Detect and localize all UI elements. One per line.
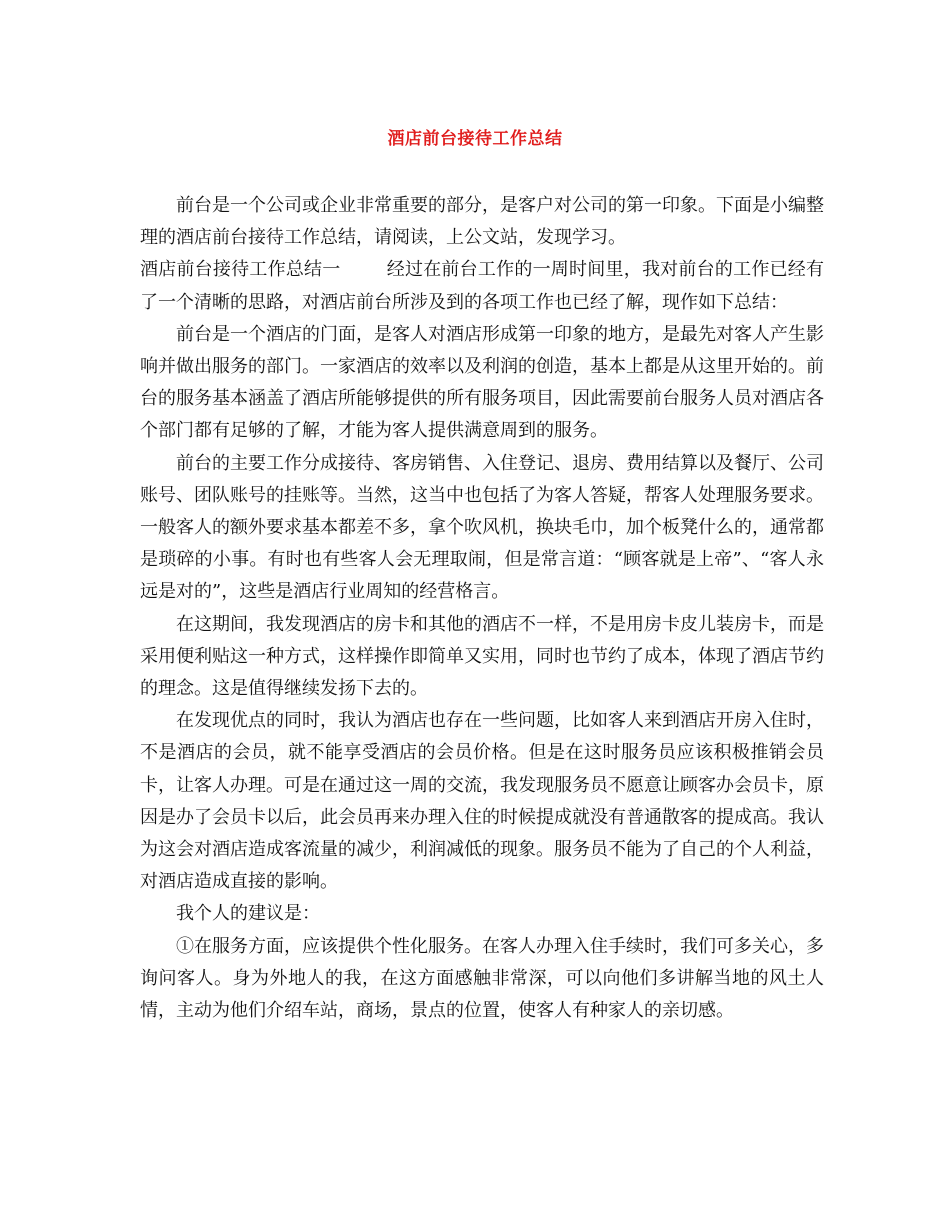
body-paragraph: 我个人的建议是： (176, 903, 320, 925)
intro-paragraph: 前台是一个公司或企业非常重要的部分，是客户对公司的第一印象。下面是小编整理的酒店前台接待工作总结，请阅读，上公文站，发现学习。 (140, 195, 824, 249)
body-paragraph: 在这期间，我发现酒店的房卡和其他的酒店不一样，不是用房卡皮儿装房卡，而是采用便利贴这一种方式，这样操作即简单又实用，同时也节约了成本，体现了酒店节约的理念。这是值得继续发扬下去的。 (140, 613, 824, 700)
section-paragraph (140, 254, 824, 318)
section-lead: 经过在前台工作的一周时间里，我对前台的工作已经有了一个清晰的思路，对酒店前台所涉及到的各项工作也已经了解，现作如下总结： (140, 259, 824, 313)
body-paragraph: ①在服务方面，应该提供个性化服务。在客人办理入住手续时，我们可多关心，多询问客人。身为外地人的我，在这方面感触非常深，可以向他们多讲解当地的风土人情，主动为他们介绍车站，商场，景点的位置，使客人有种家人的亲切感。 (140, 935, 824, 1022)
body-paragraph: 在发现优点的同时，我认为酒店也存在一些问题，比如客人来到酒店开房入住时，不是酒店的会员，就不能享受酒店的会员价格。但是在这时服务员应该积极推销会员卡，让客人办理。可是在通过这一周的交流，我发现服务员不愿意让顾客办会员卡，原因是办了会员卡以后，此会员再来办理入住的时候提成就没有普通散客的提成高。我认为这会对酒店造成客流量的减少，利润减低的现象。服务员不能为了自己的个人利益，对酒店造成直接的影响。 (140, 710, 824, 893)
section-heading: 酒店前台接待工作总结一 (140, 259, 341, 281)
document-body (140, 190, 824, 1027)
document-title: 酒店前台接待工作总结 (387, 129, 563, 149)
body-paragraph: 前台的主要工作分成接待、客房销售、入住登记、退房、费用结算以及餐厅、公司账号、团队账号的挂账等。当然，这当中也包括了为客人答疑，帮客人处理服务要求。一般客人的额外要求基本都差不多，拿个吹风机，换块毛巾，加个板凳什么的，通常都是琐碎的小事。有时也有些客人会无理取闹，但是常言道：“顾客就是上帝”、“客人永远是对的”，这些是酒店行业周知的经营格言。 (140, 452, 824, 603)
body-paragraph: 前台是一个酒店的门面，是客人对酒店形成第一印象的地方，是最先对客人产生影响并做出服务的部门。一家酒店的效率以及利润的创造，基本上都是从这里开始的。前台的服务基本涵盖了酒店所能够提供的所有服务项目，因此需要前台服务人员对酒店各个部门都有足够的了解，才能为客人提供满意周到的服务。 (140, 323, 824, 442)
